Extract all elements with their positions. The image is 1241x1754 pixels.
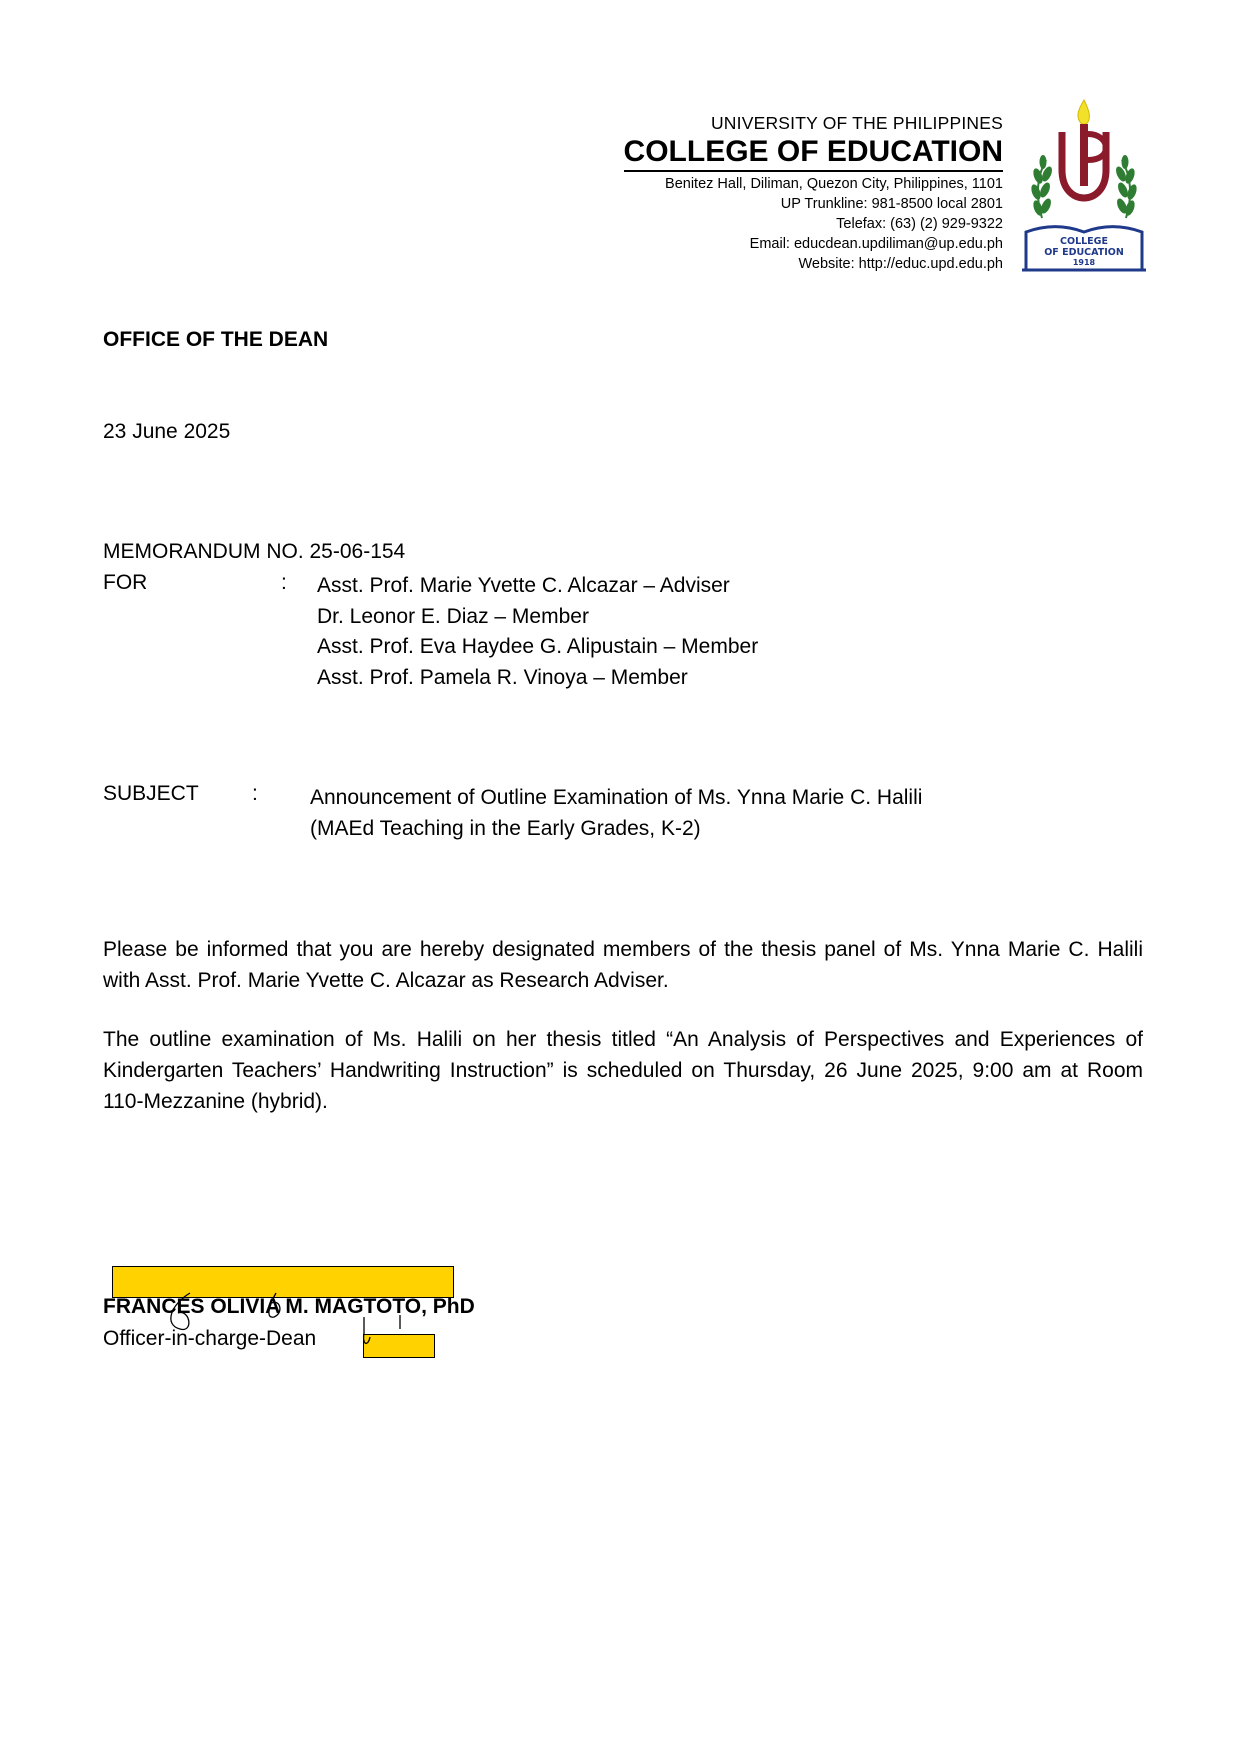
telefax: Telefax: (63) (2) 929-9322: [836, 216, 1003, 232]
recipient: Asst. Prof. Eva Haydee G. Alipustain – Member: [317, 635, 759, 658]
university-name: UNIVERSITY OF THE PHILIPPINES: [710, 113, 1003, 133]
svg-text:COLLEGE: COLLEGE: [1060, 236, 1108, 247]
subject-line: (MAEd Teaching in the Early Grades, K-2): [310, 817, 701, 840]
website: Website: http://educ.upd.edu.ph: [798, 256, 1003, 272]
for-label: FOR: [103, 571, 148, 594]
memo-date: 23 June 2025: [103, 420, 231, 443]
body-paragraph-1: Please be informed that you are hereby designated members of the thesis panel of Ms. Ynna Marie C. Halili with Asst. Prof. Marie Yvette C. Alcazar as Research Adviser.: [103, 938, 1143, 992]
address: Benitez Hall, Diliman, Quezon City, Philippines, 1101: [665, 176, 1003, 192]
subject-text: [310, 782, 922, 844]
recipient: Asst. Prof. Marie Yvette C. Alcazar – Adviser: [317, 574, 730, 597]
svg-text:1918: 1918: [1072, 258, 1096, 267]
signatory-name: FRANCES OLIVIA M. MAGTOTO, PhD: [103, 1295, 475, 1318]
signature-scribble: [150, 1285, 430, 1385]
for-colon: :: [281, 571, 287, 594]
trunkline: UP Trunkline: 981-8500 local 2801: [780, 196, 1003, 212]
email: Email: educdean.updiliman@up.edu.ph: [749, 236, 1003, 252]
college-of-education-logo: [1018, 98, 1150, 274]
svg-text:OF EDUCATION: OF EDUCATION: [1044, 247, 1124, 258]
recipient-list: [317, 571, 758, 693]
office-heading: OFFICE OF THE DEAN: [103, 328, 329, 351]
recipient: Dr. Leonor E. Diaz – Member: [317, 604, 589, 628]
letterhead: [483, 112, 1003, 274]
subject-line: Announcement of Outline Examination of Ms. Ynna Marie C. Halili: [310, 786, 923, 809]
recipient: Asst. Prof. Pamela R. Vinoya – Member: [317, 665, 688, 689]
subject-colon: :: [252, 782, 258, 805]
college-name: COLLEGE OF EDUCATION: [624, 134, 1003, 172]
signatory-title: Officer-in-charge-Dean: [103, 1327, 317, 1350]
body-paragraph-2: The outline examination of Ms. Halili on her thesis titled “An Analysis of Perspectives and Experiences of Kindergarten Teachers’ Handwriting Instruction” is scheduled on Thursday, 26 June 2025, 9:00 am at Room 110-Mezzanine (hybrid).: [103, 1028, 1143, 1113]
memo-number: MEMORANDUM NO. 25-06-154: [103, 540, 406, 563]
subject-label: SUBJECT: [103, 782, 199, 805]
